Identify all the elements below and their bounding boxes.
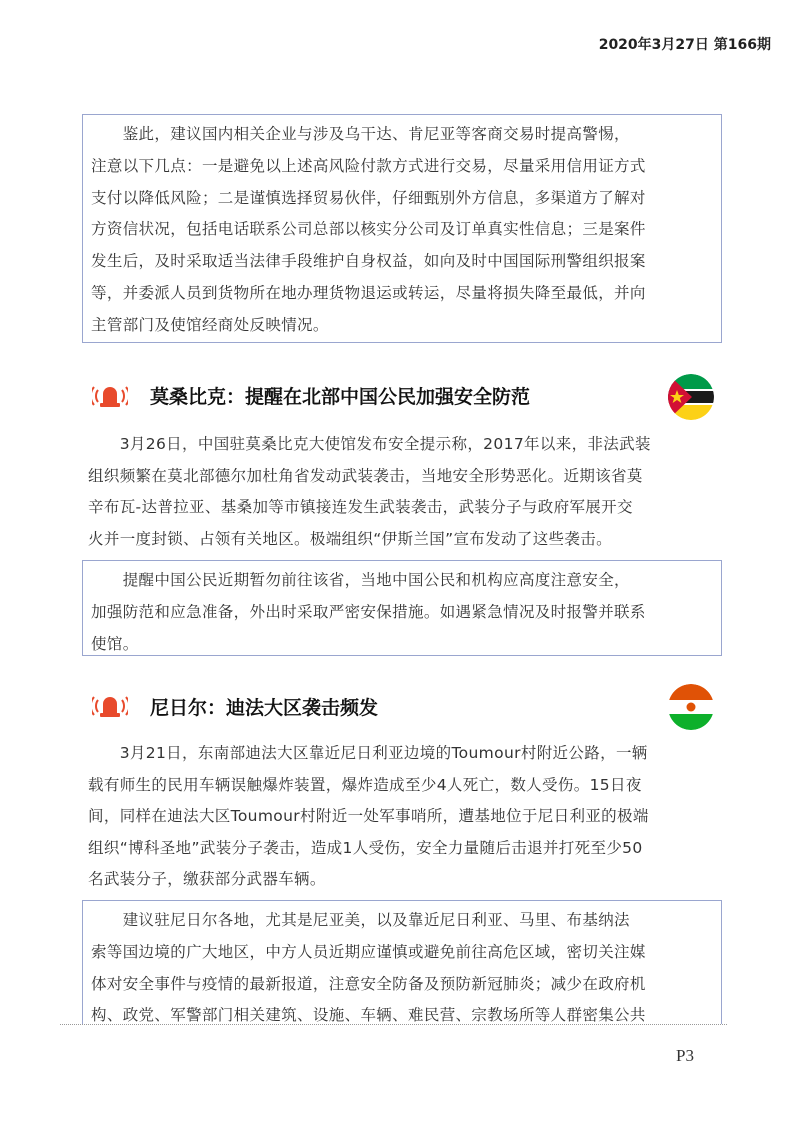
text-line: 鉴此，建议国内相关企业与涉及乌干达、肯尼亚等客商交易时提高警惕， xyxy=(91,125,630,143)
text-line: 注意以下几点：一是避免以上述高风险付款方式进行交易，尽量采用信用证方式 xyxy=(91,156,646,175)
issue-date-header: 2020年3月27日 第166期 xyxy=(598,37,771,53)
text-line: 名武装分子，缴获部分武器车辆。 xyxy=(88,870,326,889)
text-line: 使馆。 xyxy=(91,634,139,653)
text-line: 构、政党、军警部门相关建筑、设施、车辆、难民营、宗教场所等人群密集公共 xyxy=(91,1006,646,1024)
text-line: 火并一度封锁、占领有关地区。极端组织“伊斯兰国”宣布发动了这些袭击。 xyxy=(88,529,612,548)
page-number: P3 xyxy=(676,1046,694,1065)
text-line: 体对安全事件与疫情的最新报道，注意安全防备及预防新冠肺炎；减少在政府机 xyxy=(91,974,646,993)
text-line: 3月21日，东南部迪法大区靠近尼日利亚边境的Toumour村附近公路，一辆 xyxy=(88,744,648,762)
text-line: 方资信状况，包括电话联系公司总部以核实分公司及订单真实性信息；三是案件 xyxy=(91,220,646,239)
section-body-mozambique xyxy=(88,429,718,555)
section-body-niger xyxy=(88,738,718,896)
text-line: 主管部门及使馆经商处反映情况。 xyxy=(91,315,329,334)
text-line: 辛布瓦-达普拉亚、基桑加等市镇接连发生武装袭击，武装分子与政府军展开交 xyxy=(88,498,633,517)
text-line: 组织“博科圣地”武装分子袭击，造成1人受伤，安全力量随后击退并打死至少50 xyxy=(88,838,643,857)
recommendation-box-mozambique xyxy=(82,560,722,656)
text-line: 发生后，及时采取适当法律手段维护自身权益，如向及时中国国际刑警组织报案 xyxy=(91,252,646,271)
text-line: 组织频繁在莫北部德尔加杜角省发动武装袭击，当地安全形势恶化。近期该省莫 xyxy=(88,466,643,485)
text-line: 索等国边境的广大地区，中方人员近期应谨慎或避免前往高危区域，密切关注媒 xyxy=(91,942,646,961)
text-line: 间，同样在迪法大区Toumour村附近一处军事哨所，遭基地位于尼日利亚的极端 xyxy=(88,807,649,826)
recommendation-box-niger xyxy=(82,900,722,1024)
text-line: 支付以降低风险；二是谨慎选择贸易伙伴，仔细甄别外方信息，多渠道方了解对 xyxy=(91,188,646,207)
alarm-icon xyxy=(92,380,128,410)
text-line: 建议驻尼日尔各地，尤其是尼亚美，以及靠近尼日利亚、马里、布基纳法 xyxy=(91,911,630,929)
section-title-mozambique: 莫桑比克：提醒在北部中国公民加强安全防范 xyxy=(150,386,531,408)
text-line: 载有师生的民用车辆误触爆炸装置，爆炸造成至少4人死亡，数人受伤。15日夜 xyxy=(88,775,642,794)
text-line: 3月26日，中国驻莫桑比克大使馆发布安全提示称，2017年以来，非法武装 xyxy=(88,435,651,453)
alarm-icon xyxy=(92,690,128,720)
footer-divider xyxy=(60,1024,727,1025)
text-line: 提醒中国公民近期暂勿前往该省，当地中国公民和机构应高度注意安全， xyxy=(91,571,630,589)
recommendation-box-intro xyxy=(82,114,722,343)
mozambique-flag-icon xyxy=(668,374,714,420)
section-title-niger: 尼日尔：迪法大区袭击频发 xyxy=(150,697,379,719)
text-line: 加强防范和应急准备，外出时采取严密安保措施。如遇紧急情况及时报警并联系 xyxy=(91,602,646,621)
text-line: 等，并委派人员到货物所在地办理货物退运或转运，尽量将损失降至最低，并向 xyxy=(91,283,646,302)
niger-flag-icon xyxy=(668,684,714,730)
